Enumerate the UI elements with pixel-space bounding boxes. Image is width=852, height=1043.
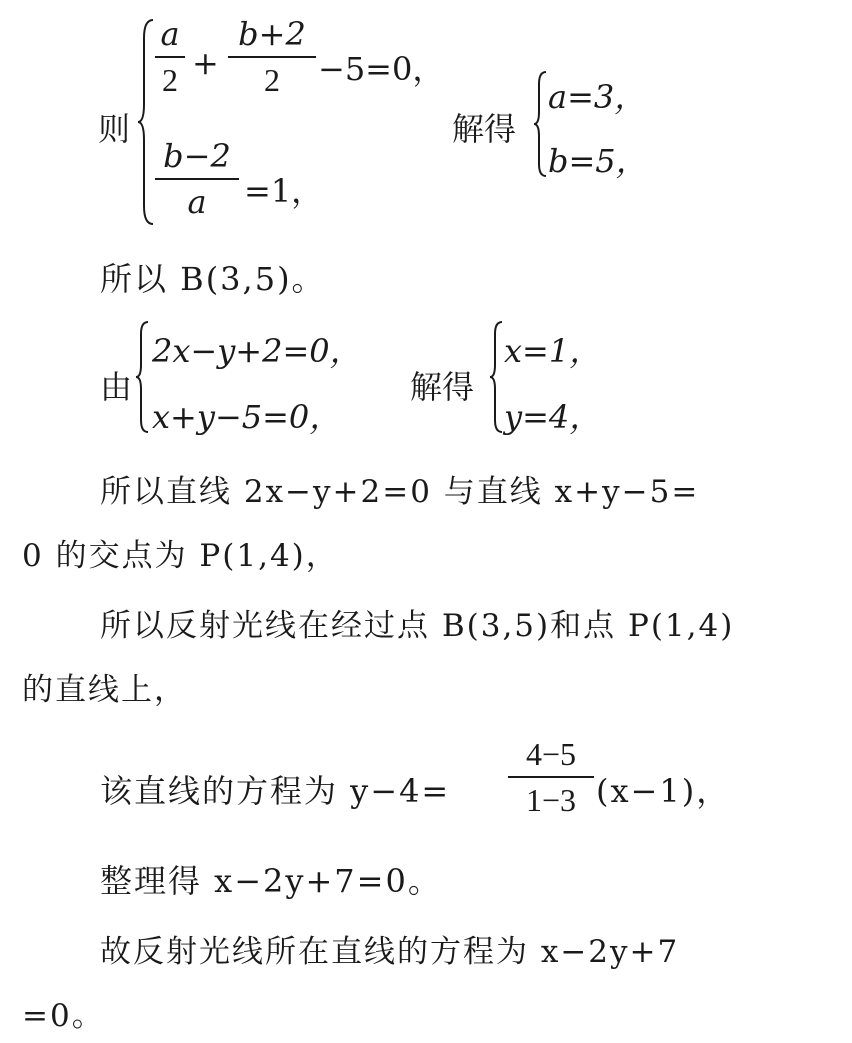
system2-eq2: x+y−5=0， [152, 398, 342, 436]
plus-sign: + [192, 44, 219, 82]
intersection-text-line1: 所以直线 2x−y+2=0 与直线 x+y−5= [100, 474, 700, 510]
left-brace-icon [488, 320, 504, 434]
fraction-b-plus-2-over-2: b+2 2 [228, 14, 316, 100]
solve-label-2: 解得 [410, 368, 475, 406]
eq1-tail: −5=0， [318, 50, 445, 88]
reflected-ray-text-line2: 的直线上， [22, 672, 187, 708]
solution-y: y=4， [504, 398, 602, 436]
system2-eq1: 2x−y+2=0， [152, 332, 362, 370]
line-equation-tail: (x−1)， [596, 772, 731, 810]
final-answer-line1: 故反射光线所在直线的方程为 x−2y+7 [100, 934, 680, 970]
system2-lead: 由 [100, 368, 133, 406]
left-brace-icon [532, 70, 548, 178]
solution-a: a=3， [548, 78, 647, 116]
final-answer-line2: =0。 [22, 998, 105, 1034]
slope-fraction: 4−5 1−3 [508, 734, 594, 820]
line-equation-lead: 该直线的方程为 y−4= [100, 772, 451, 810]
solve-label-1: 解得 [452, 110, 517, 148]
fraction-b-minus-2-over-a: b−2 a [155, 136, 239, 222]
intersection-text-line2: 0 的交点为 P(1,4)， [22, 538, 339, 574]
point-b-result: 所以 B(3,5)。 [100, 260, 326, 298]
left-brace-icon [134, 320, 150, 434]
simplified-equation: 整理得 x−2y+7=0。 [100, 862, 442, 900]
system1-lead: 则 [98, 110, 131, 148]
eq2-tail: =1， [244, 172, 324, 210]
solution-x: x=1， [504, 332, 602, 370]
reflected-ray-text-line1: 所以反射光线在经过点 B(3,5)和点 P(1,4) [100, 608, 735, 644]
solution-b: b=5， [548, 142, 648, 180]
fraction-a-over-2: a 2 [155, 14, 185, 100]
left-brace-icon [136, 18, 156, 226]
